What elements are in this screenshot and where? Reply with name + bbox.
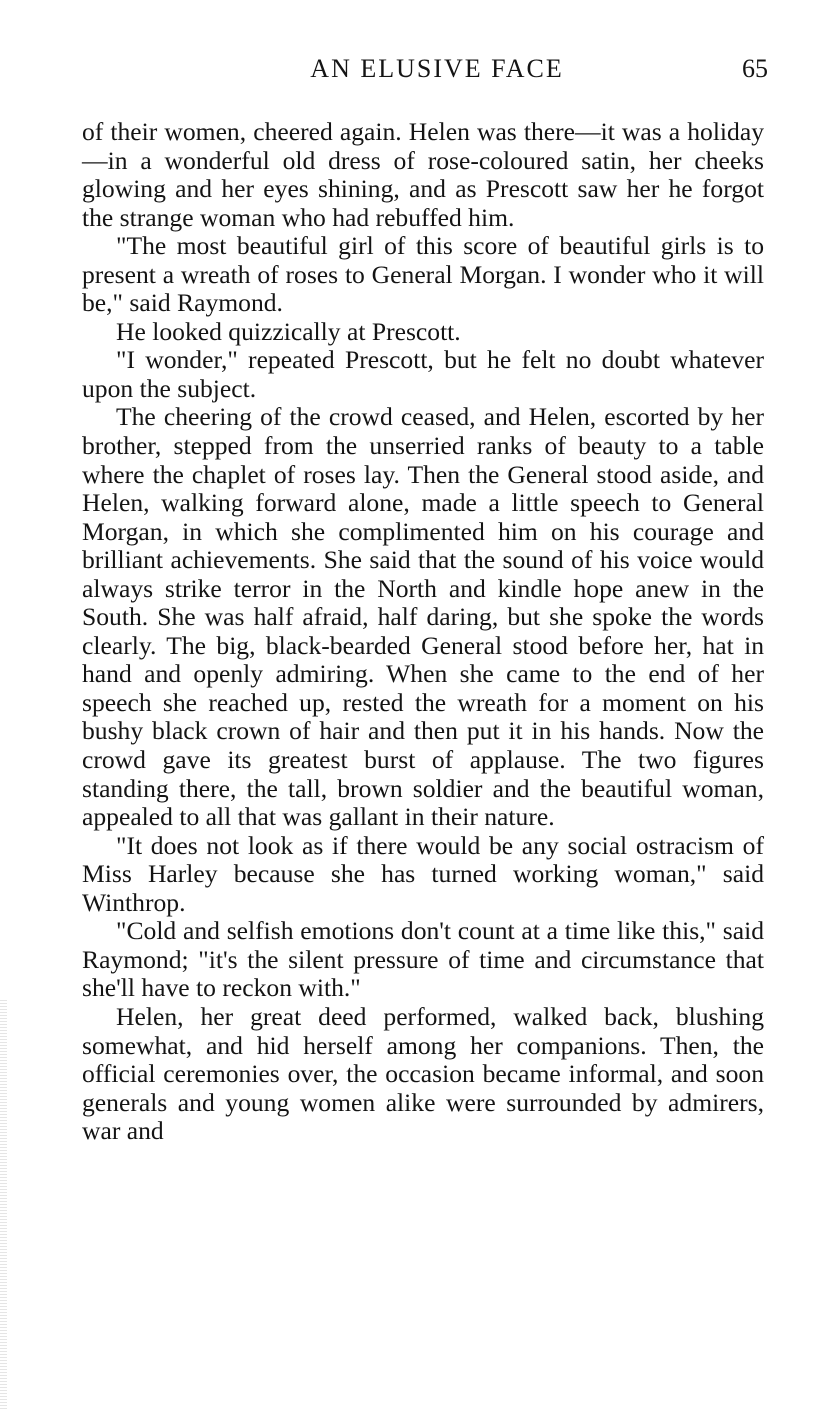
paragraph: Helen, her great deed performed, walked back, blushing somewhat, and hid herself among her companions. Then, the official ceremonies over, the occasion became informal, and soon generals and young women alike were surrounded by admirers, war and (82, 1001, 764, 1146)
running-title: AN ELUSIVE FACE (310, 54, 564, 83)
paragraph: "It does not look as if there would be any social ostracism of Miss Harley because she has turned working woman," said Winthrop. (82, 830, 764, 917)
paragraph: The cheering of the crowd ceased, and Helen, escorted by her brother, stepped from the unserried ranks of beauty to a table where the chaplet of roses lay. Then the General stood aside, and Helen, walking forward alone, made a little speech to General Morgan, in which she complimented him on his courage and brilliant achievements. She said that the sound of his voice would always strike terror in the North and kindle hope anew in the South. She was half afraid, half daring, but she spoke the words clearly. The big, black-bearded General stood before her, hat in hand and openly admiring. When she came to the end of her speech she reached up, rested the wreath for a moment on his bushy black crown of hair and then put it in his hands. Now the crowd gave its greatest burst of applause. The two figures standing there, the tall, brown soldier and the beautiful woman, appealed to all that was gallant in their nature. (82, 402, 764, 832)
paragraph: He looked quizzically at Prescott. (116, 316, 461, 346)
page-number: 65 (742, 54, 768, 83)
paragraph: "The most beautiful girl of this score of beautiful girls is to present a wreath of roses to General Morgan. I wonder who it will be," said Raymond. (82, 231, 764, 318)
paragraph: "Cold and selfish emotions don't count at a time like this," said Raymond; "it's the silent pressure of time and circumstance that she'll have to reckon with." (82, 916, 764, 1003)
body-text (82, 118, 764, 1146)
page-header (82, 54, 768, 90)
scan-edge-artifact (0, 1000, 7, 1410)
paragraph-continued: of their women, cheered again. Helen was there—it was a holiday—in a wonderful old dress of rose-coloured satin, her cheeks glowing and her eyes shining, and as Prescott saw her he forgot the strange woman who had rebuffed him. (82, 117, 764, 232)
paragraph: "I wonder," repeated Prescott, but he felt no doubt whatever upon the subject. (82, 345, 764, 403)
